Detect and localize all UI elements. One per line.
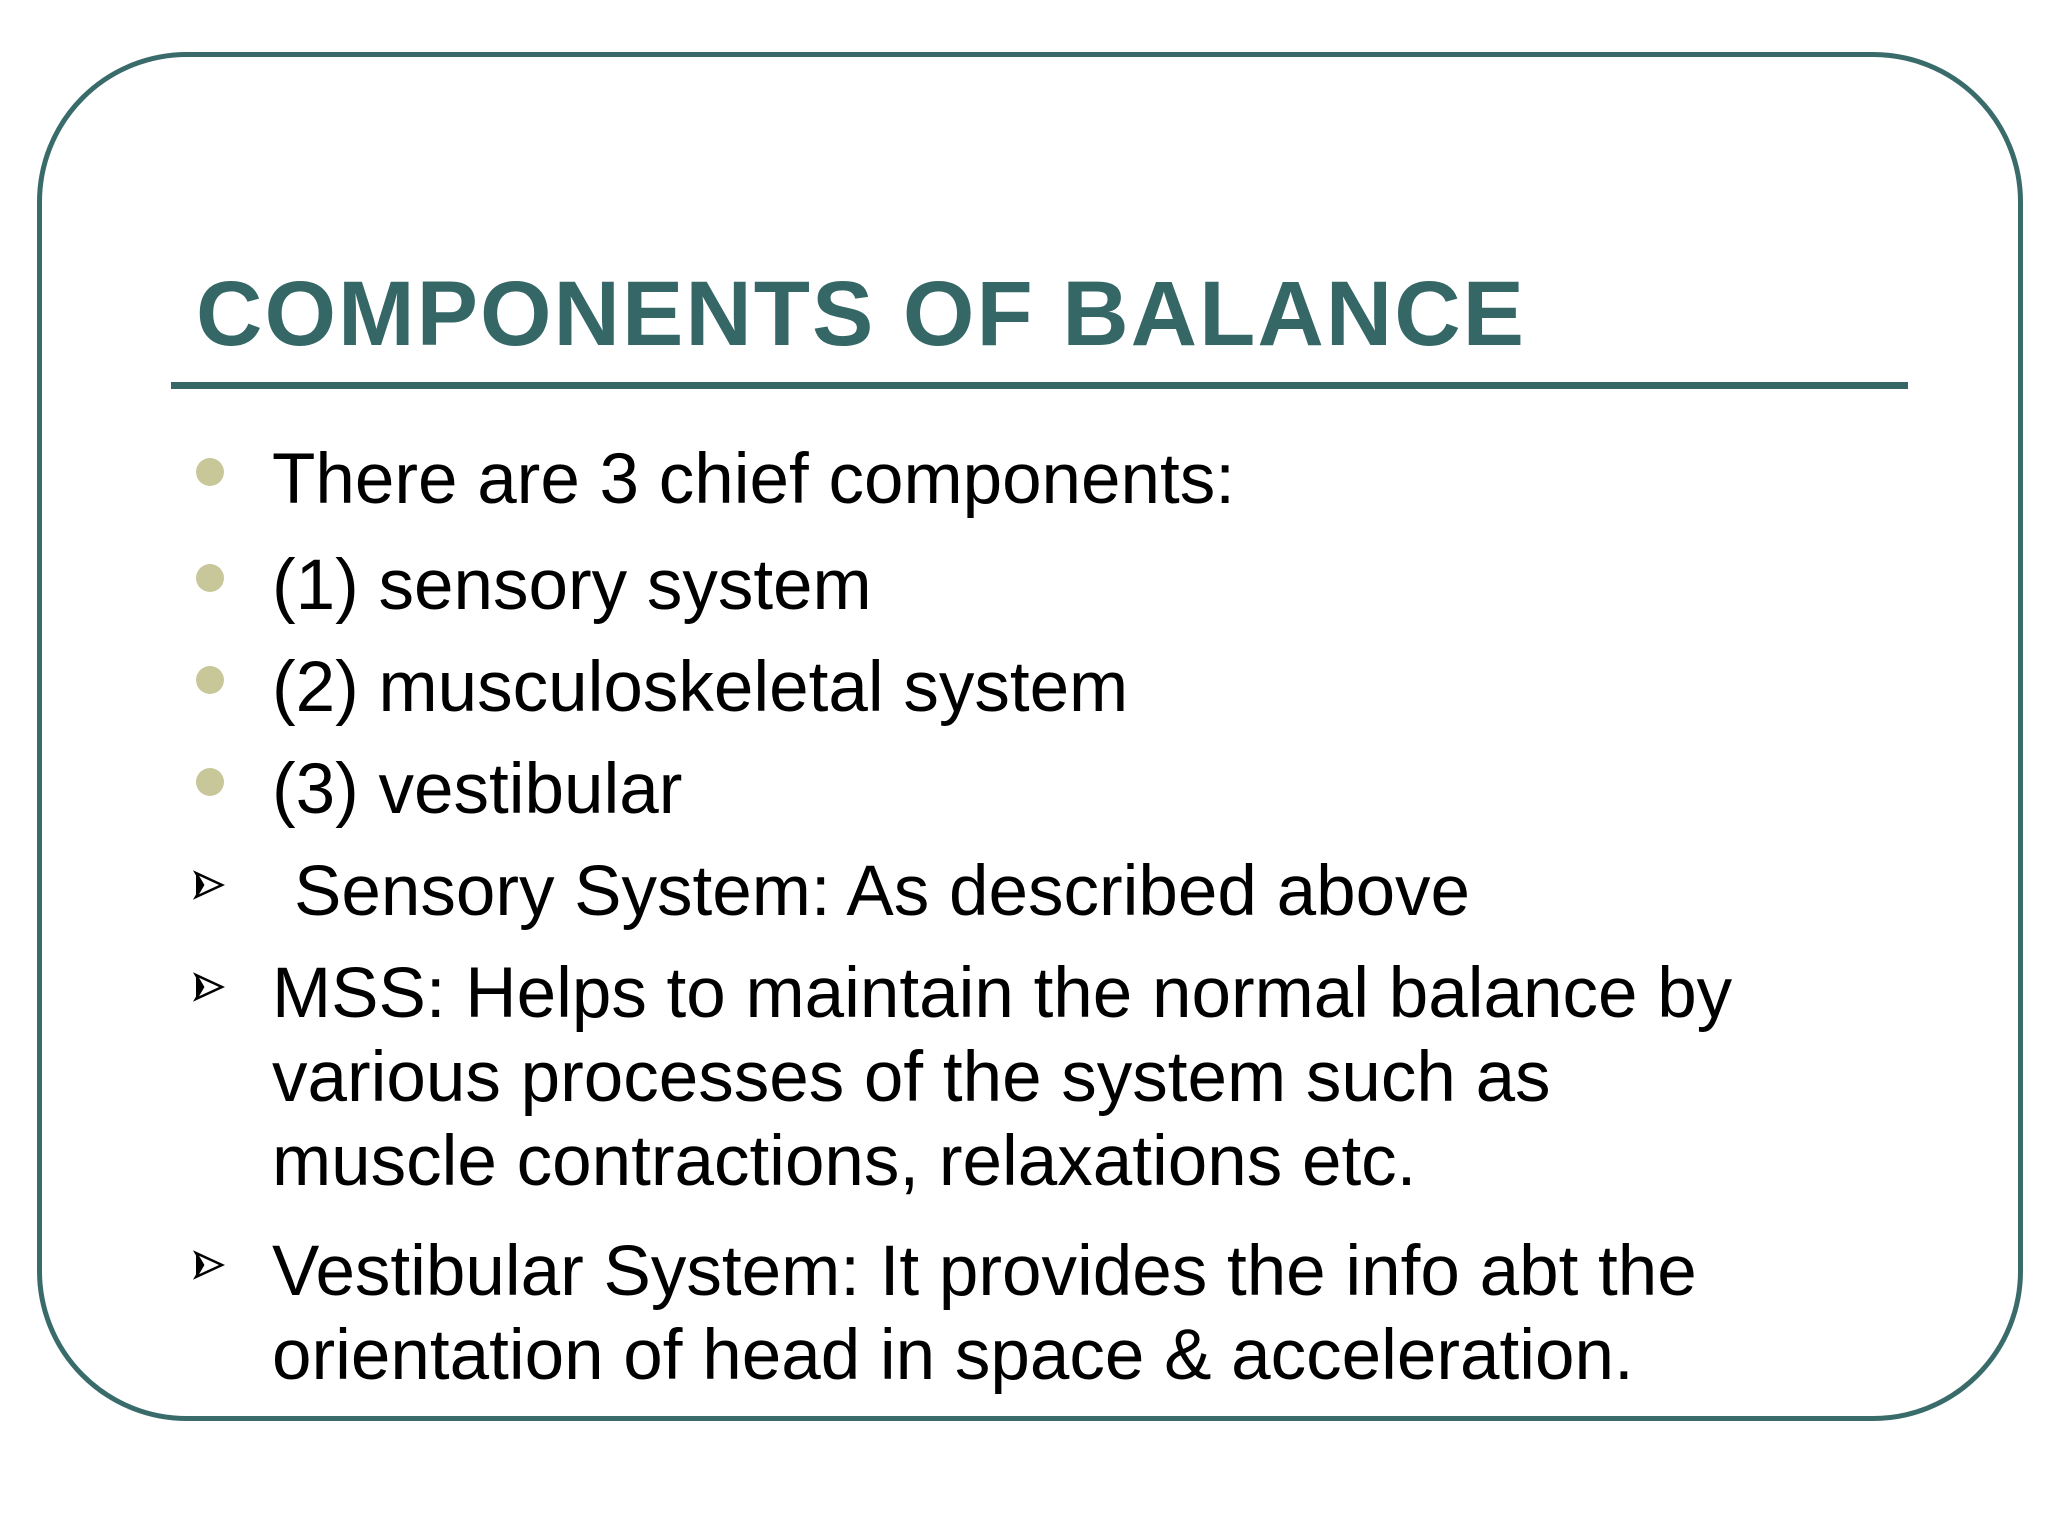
arrowhead-bullet-icon — [192, 1248, 226, 1282]
bullet-dot-icon — [196, 666, 224, 694]
bullet-text-line: various processes of the system such as — [272, 1038, 1551, 1117]
bullet-item — [192, 1230, 1882, 1398]
arrowhead-bullet-icon — [192, 970, 226, 1004]
arrowhead-bullet-icon — [192, 868, 226, 902]
bullet-text-line: MSS: Helps to maintain the normal balance by — [272, 954, 1733, 1033]
bullet-item — [192, 438, 1882, 522]
bullet-text: Sensory System: As described above — [294, 852, 1471, 931]
bullet-item — [192, 544, 1882, 628]
bullet-list — [192, 438, 1882, 1424]
bullet-item — [192, 748, 1882, 832]
bullet-text-line: orientation of head in space & acceleration. — [272, 1316, 1634, 1395]
bullet-text: (1) sensory system — [272, 546, 872, 625]
bullet-text-line: muscle contractions, relaxations etc. — [272, 1122, 1417, 1201]
bullet-item — [192, 952, 1882, 1204]
bullet-text-line: Vestibular System: It provides the info abt the — [272, 1232, 1697, 1311]
bullet-dot-icon — [196, 564, 224, 592]
bullet-text: (3) vestibular — [272, 750, 683, 829]
bullet-item — [192, 646, 1882, 730]
bullet-text: (2) musculoskeletal system — [272, 648, 1129, 727]
title-underline — [171, 382, 1908, 389]
slide-title: COMPONENTS OF BALANCE — [196, 263, 1526, 365]
bullet-dot-icon — [196, 458, 224, 486]
bullet-item — [192, 850, 1882, 934]
bullet-text: There are 3 chief components: — [272, 440, 1235, 519]
bullet-dot-icon — [196, 768, 224, 796]
